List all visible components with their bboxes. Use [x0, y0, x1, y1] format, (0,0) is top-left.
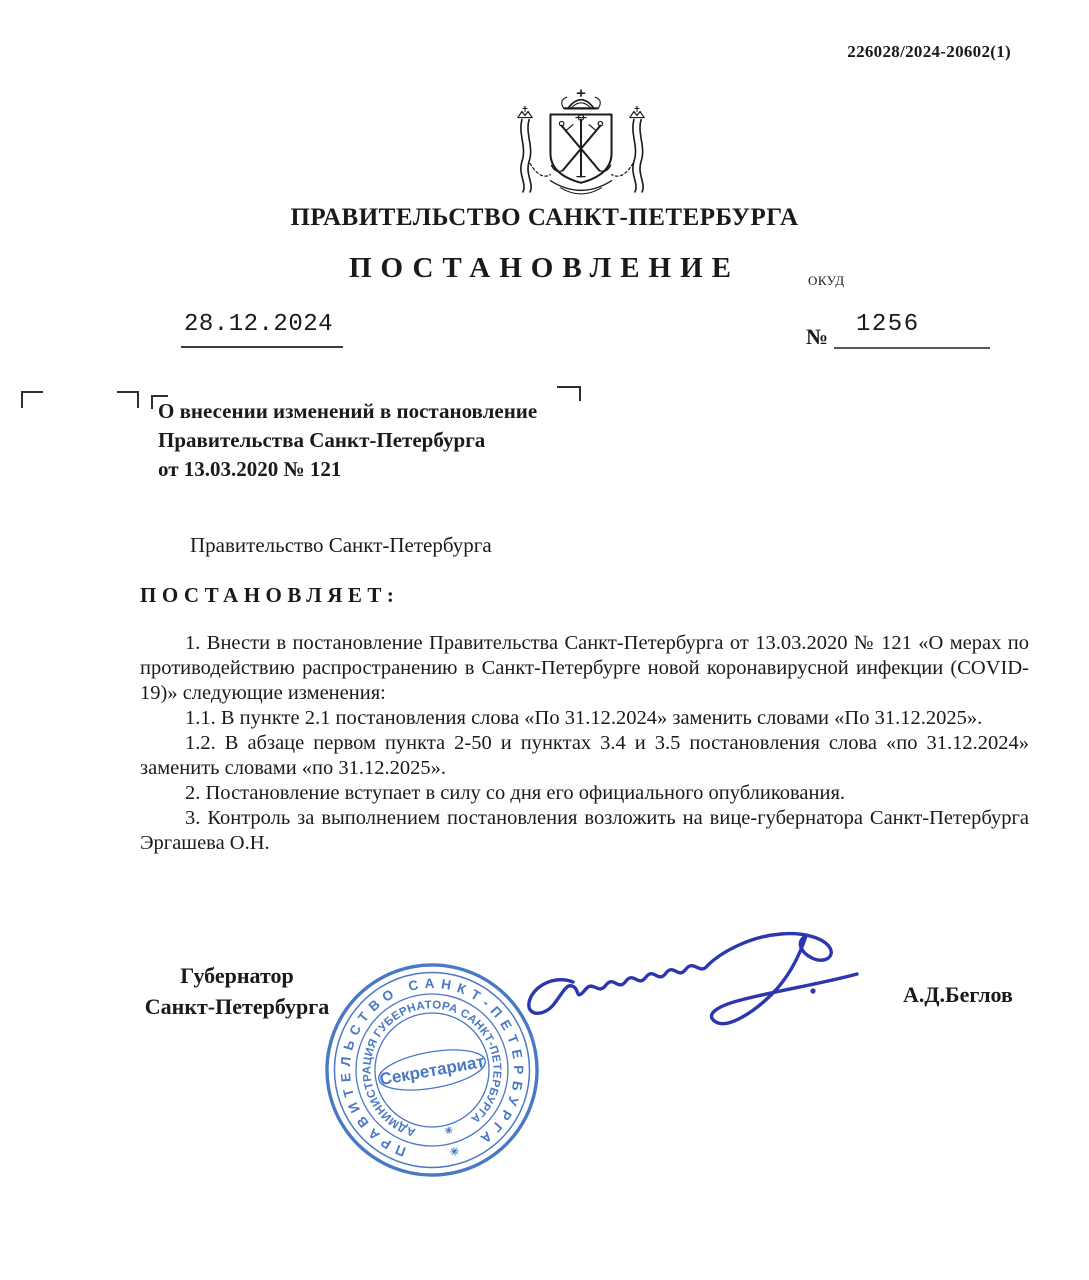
body-paragraph: 1.1. В пункте 2.1 постановления слова «По 31.12.2024» заменить словами «По 31.12.2025». [185, 707, 983, 729]
body-paragraph: 3. Контроль за выполнением постановления возложить на вице-губернатора Санкт-Петербурга Эргашева О.Н. [140, 807, 1029, 854]
signatory-post-line: Санкт-Петербурга [144, 994, 330, 1019]
corner-mark [117, 391, 139, 408]
number-sign: № [806, 324, 829, 349]
spb-coat-of-arms-icon [503, 86, 659, 198]
decree-title-line: Правительства Санкт-Петербурга [158, 428, 486, 452]
okud-label: ОКУД [808, 273, 845, 288]
date-underline [181, 346, 343, 348]
decree-body [140, 631, 1029, 856]
preamble-text: Правительство Санкт-Петербурга [190, 533, 492, 557]
stamp-star-icon: ✳ [443, 1125, 455, 1138]
stamp-center-text: Секретариат [378, 1051, 487, 1090]
registration-number: 226028/2024-20602(1) [847, 42, 1011, 61]
issuing-authority: ПРАВИТЕЛЬСТВО САНКТ-ПЕТЕРБУРГА [290, 204, 799, 231]
signatory-post-line: Губернатор [180, 963, 294, 988]
decree-date: 28.12.2024 [184, 311, 334, 338]
decree-title-line: от 13.03.2020 № 121 [158, 457, 342, 481]
signatory-name: А.Д.Беглов [903, 982, 1013, 1007]
signature-stroke [529, 934, 857, 1024]
stamp-star-icon: ✳ [449, 1145, 461, 1160]
number-underline [834, 347, 990, 349]
resolves-heading: ПОСТАНОВЛЯЕТ: [140, 583, 400, 607]
signature-dot [810, 988, 815, 993]
body-paragraph: 2. Постановление вступает в силу со дня его официального опубликования. [185, 782, 846, 804]
document-type-heading: ПОСТАНОВЛЕНИЕ [348, 252, 740, 284]
stamp-inner-ring-text: АДМИНИСТРАЦИЯ ГУБЕРНАТОРА САНКТ-ПЕТЕРБУРГА [361, 999, 503, 1139]
decree-title [158, 397, 598, 484]
body-paragraph: 1.2. В абзаце первом пункта 2-50 и пунктах 3.4 и 3.5 постановления слова «по 31.12.2024» заменить словами «по 31.12.2025». [140, 732, 1029, 779]
body-paragraph: 1. Внести в постановление Правительства Санкт-Петербурга от 13.03.2020 № 121 «О мерах по противодействию распространению в Санкт-Петербурге новой коронавирусной инфекции (COVID-19)» следующие изменения: [140, 632, 1029, 704]
decree-title-line: О внесении изменений в постановление [158, 399, 538, 423]
stamp-outer-ring-text: ПРАВИТЕЛЬСТВО САНКТ-ПЕТЕРБУРГА [337, 975, 527, 1160]
corner-mark [21, 391, 43, 408]
governor-autograph [513, 924, 878, 1039]
decree-number: 1256 [856, 311, 920, 338]
